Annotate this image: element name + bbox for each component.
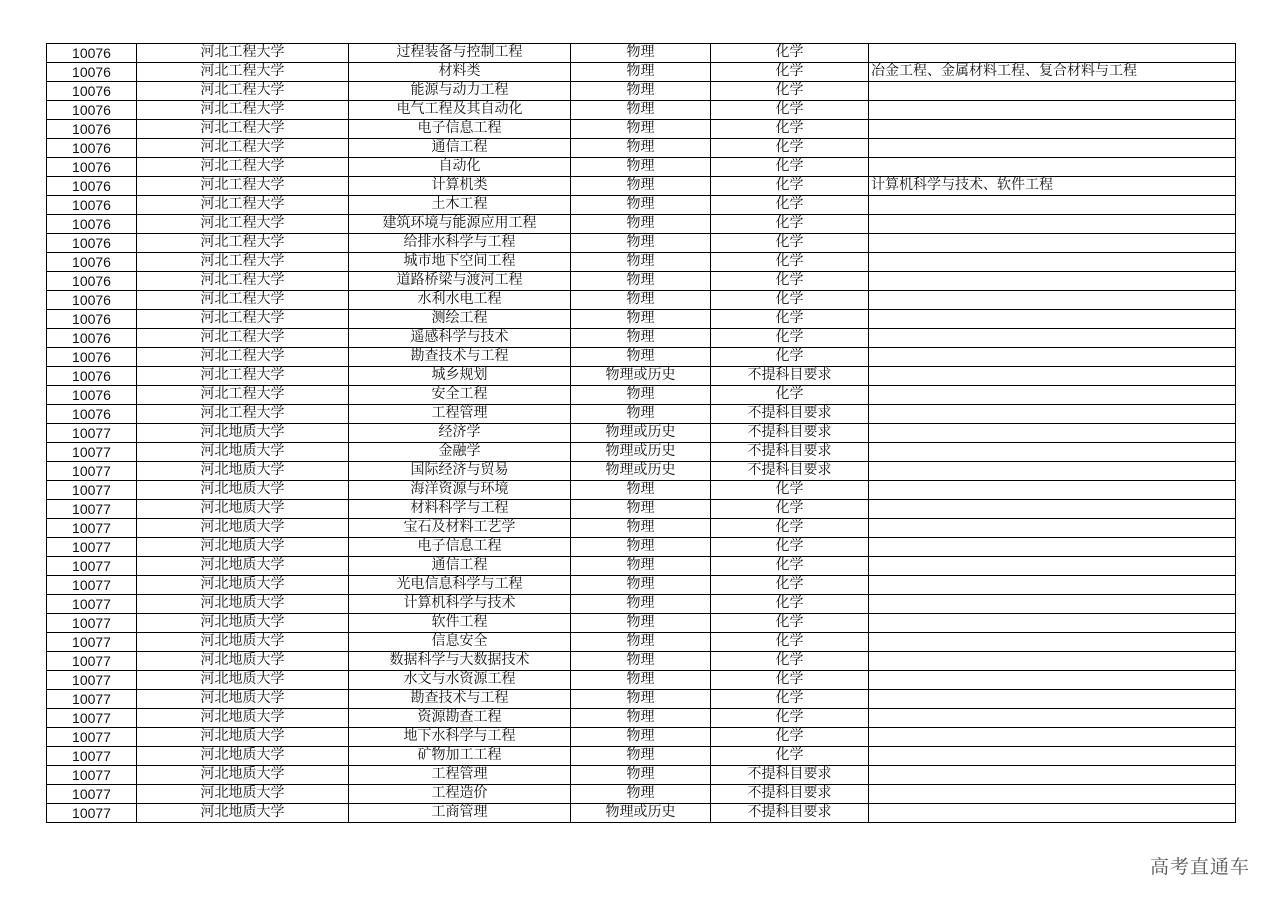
- secondary-subject-cell: 化学: [711, 671, 869, 690]
- secondary-subject-cell: 化学: [711, 120, 869, 139]
- school-name-cell: 河北工程大学: [137, 196, 349, 215]
- secondary-subject-cell: 化学: [711, 633, 869, 652]
- school-code-cell: 10076: [47, 272, 137, 291]
- school-name-cell: 河北地质大学: [137, 785, 349, 804]
- school-name-cell: 河北工程大学: [137, 405, 349, 424]
- table-row: [47, 595, 1236, 614]
- school-code-cell: 10076: [47, 253, 137, 272]
- primary-subject-cell: 物理: [571, 120, 711, 139]
- included-majors-cell: [869, 443, 1236, 462]
- included-majors-cell: [869, 158, 1236, 177]
- school-code-cell: 10077: [47, 633, 137, 652]
- school-name-cell: 河北地质大学: [137, 690, 349, 709]
- primary-subject-cell: 物理: [571, 139, 711, 158]
- included-majors-cell: [869, 728, 1236, 747]
- major-name-cell: 资源勘查工程: [349, 709, 571, 728]
- subject-requirements-table: [46, 43, 1236, 823]
- included-majors-cell: [869, 253, 1236, 272]
- major-name-cell: 遥感科学与技术: [349, 329, 571, 348]
- school-name-cell: 河北工程大学: [137, 44, 349, 63]
- school-name-cell: 河北地质大学: [137, 728, 349, 747]
- table-row: [47, 253, 1236, 272]
- table-row: [47, 614, 1236, 633]
- secondary-subject-cell: 化学: [711, 386, 869, 405]
- watermark-text: 高考直通车: [1149, 856, 1250, 878]
- major-name-cell: 建筑环境与能源应用工程: [349, 215, 571, 234]
- primary-subject-cell: 物理: [571, 595, 711, 614]
- school-code-cell: 10076: [47, 44, 137, 63]
- primary-subject-cell: 物理: [571, 557, 711, 576]
- primary-subject-cell: 物理: [571, 614, 711, 633]
- included-majors-cell: [869, 215, 1236, 234]
- school-name-cell: 河北工程大学: [137, 120, 349, 139]
- included-majors-cell: [869, 386, 1236, 405]
- table-row: [47, 196, 1236, 215]
- included-majors-cell: [869, 44, 1236, 63]
- table-row: [47, 766, 1236, 785]
- school-code-cell: 10076: [47, 348, 137, 367]
- school-code-cell: 10076: [47, 120, 137, 139]
- school-code-cell: 10077: [47, 462, 137, 481]
- major-name-cell: 光电信息科学与工程: [349, 576, 571, 595]
- school-code-cell: 10076: [47, 177, 137, 196]
- school-name-cell: 河北工程大学: [137, 234, 349, 253]
- secondary-subject-cell: 化学: [711, 557, 869, 576]
- school-code-cell: 10077: [47, 690, 137, 709]
- secondary-subject-cell: 不提科目要求: [711, 785, 869, 804]
- school-code-cell: 10077: [47, 557, 137, 576]
- primary-subject-cell: 物理: [571, 709, 711, 728]
- secondary-subject-cell: 化学: [711, 272, 869, 291]
- school-name-cell: 河北地质大学: [137, 538, 349, 557]
- table-row: [47, 120, 1236, 139]
- table-row: [47, 310, 1236, 329]
- table-row: [47, 519, 1236, 538]
- major-name-cell: 电子信息工程: [349, 120, 571, 139]
- school-name-cell: 河北工程大学: [137, 253, 349, 272]
- included-majors-cell: [869, 766, 1236, 785]
- primary-subject-cell: 物理: [571, 728, 711, 747]
- school-name-cell: 河北地质大学: [137, 481, 349, 500]
- school-name-cell: 河北工程大学: [137, 215, 349, 234]
- major-name-cell: 测绘工程: [349, 310, 571, 329]
- table-row: [47, 671, 1236, 690]
- included-majors-cell: [869, 747, 1236, 766]
- secondary-subject-cell: 化学: [711, 614, 869, 633]
- major-name-cell: 软件工程: [349, 614, 571, 633]
- school-name-cell: 河北地质大学: [137, 462, 349, 481]
- table-row: [47, 367, 1236, 386]
- included-majors-cell: [869, 139, 1236, 158]
- school-code-cell: 10077: [47, 424, 137, 443]
- secondary-subject-cell: 化学: [711, 44, 869, 63]
- primary-subject-cell: 物理: [571, 158, 711, 177]
- school-code-cell: 10076: [47, 215, 137, 234]
- major-name-cell: 工程管理: [349, 766, 571, 785]
- primary-subject-cell: 物理: [571, 82, 711, 101]
- primary-subject-cell: 物理: [571, 386, 711, 405]
- school-code-cell: 10077: [47, 804, 137, 823]
- school-code-cell: 10076: [47, 367, 137, 386]
- school-code-cell: 10077: [47, 671, 137, 690]
- major-name-cell: 安全工程: [349, 386, 571, 405]
- school-name-cell: 河北工程大学: [137, 386, 349, 405]
- primary-subject-cell: 物理: [571, 44, 711, 63]
- primary-subject-cell: 物理: [571, 690, 711, 709]
- major-name-cell: 给排水科学与工程: [349, 234, 571, 253]
- major-name-cell: 材料科学与工程: [349, 500, 571, 519]
- major-name-cell: 矿物加工工程: [349, 747, 571, 766]
- secondary-subject-cell: 化学: [711, 177, 869, 196]
- major-name-cell: 地下水科学与工程: [349, 728, 571, 747]
- school-code-cell: 10076: [47, 101, 137, 120]
- included-majors-cell: [869, 234, 1236, 253]
- primary-subject-cell: 物理: [571, 272, 711, 291]
- school-name-cell: 河北地质大学: [137, 500, 349, 519]
- secondary-subject-cell: 化学: [711, 690, 869, 709]
- primary-subject-cell: 物理: [571, 63, 711, 82]
- primary-subject-cell: 物理: [571, 177, 711, 196]
- secondary-subject-cell: 不提科目要求: [711, 804, 869, 823]
- secondary-subject-cell: 化学: [711, 538, 869, 557]
- major-name-cell: 电子信息工程: [349, 538, 571, 557]
- school-name-cell: 河北地质大学: [137, 671, 349, 690]
- major-name-cell: 通信工程: [349, 557, 571, 576]
- included-majors-cell: 冶金工程、金属材料工程、复合材料与工程: [869, 63, 1236, 82]
- table-row: [47, 576, 1236, 595]
- secondary-subject-cell: 化学: [711, 329, 869, 348]
- primary-subject-cell: 物理或历史: [571, 462, 711, 481]
- school-name-cell: 河北工程大学: [137, 329, 349, 348]
- secondary-subject-cell: 化学: [711, 348, 869, 367]
- included-majors-cell: [869, 671, 1236, 690]
- secondary-subject-cell: 化学: [711, 652, 869, 671]
- table-row: [47, 139, 1236, 158]
- included-majors-cell: [869, 310, 1236, 329]
- school-code-cell: 10077: [47, 538, 137, 557]
- major-name-cell: 计算机科学与技术: [349, 595, 571, 614]
- major-name-cell: 工程造价: [349, 785, 571, 804]
- included-majors-cell: [869, 652, 1236, 671]
- primary-subject-cell: 物理: [571, 329, 711, 348]
- secondary-subject-cell: 化学: [711, 253, 869, 272]
- school-name-cell: 河北工程大学: [137, 158, 349, 177]
- primary-subject-cell: 物理或历史: [571, 424, 711, 443]
- included-majors-cell: [869, 348, 1236, 367]
- primary-subject-cell: 物理或历史: [571, 804, 711, 823]
- primary-subject-cell: 物理: [571, 652, 711, 671]
- secondary-subject-cell: 化学: [711, 728, 869, 747]
- primary-subject-cell: 物理: [571, 196, 711, 215]
- table-row: [47, 557, 1236, 576]
- school-code-cell: 10076: [47, 63, 137, 82]
- secondary-subject-cell: 化学: [711, 196, 869, 215]
- table-row: [47, 348, 1236, 367]
- primary-subject-cell: 物理: [571, 253, 711, 272]
- major-name-cell: 过程装备与控制工程: [349, 44, 571, 63]
- major-name-cell: 道路桥梁与渡河工程: [349, 272, 571, 291]
- school-code-cell: 10076: [47, 139, 137, 158]
- included-majors-cell: [869, 196, 1236, 215]
- table-row: [47, 728, 1236, 747]
- table-row: [47, 386, 1236, 405]
- included-majors-cell: [869, 272, 1236, 291]
- school-code-cell: 10076: [47, 329, 137, 348]
- school-code-cell: 10076: [47, 234, 137, 253]
- major-name-cell: 宝石及材料工艺学: [349, 519, 571, 538]
- secondary-subject-cell: 化学: [711, 709, 869, 728]
- secondary-subject-cell: 化学: [711, 576, 869, 595]
- primary-subject-cell: 物理: [571, 785, 711, 804]
- school-code-cell: 10077: [47, 766, 137, 785]
- primary-subject-cell: 物理: [571, 405, 711, 424]
- table-row: [47, 329, 1236, 348]
- included-majors-cell: [869, 405, 1236, 424]
- secondary-subject-cell: 化学: [711, 500, 869, 519]
- major-name-cell: 城市地下空间工程: [349, 253, 571, 272]
- school-code-cell: 10077: [47, 785, 137, 804]
- major-name-cell: 自动化: [349, 158, 571, 177]
- major-name-cell: 勘查技术与工程: [349, 690, 571, 709]
- school-name-cell: 河北工程大学: [137, 272, 349, 291]
- school-name-cell: 河北工程大学: [137, 310, 349, 329]
- table-row: [47, 747, 1236, 766]
- school-name-cell: 河北工程大学: [137, 63, 349, 82]
- major-name-cell: 国际经济与贸易: [349, 462, 571, 481]
- included-majors-cell: [869, 367, 1236, 386]
- included-majors-cell: [869, 424, 1236, 443]
- included-majors-cell: [869, 633, 1236, 652]
- primary-subject-cell: 物理: [571, 291, 711, 310]
- table-row: [47, 538, 1236, 557]
- included-majors-cell: [869, 690, 1236, 709]
- school-name-cell: 河北工程大学: [137, 101, 349, 120]
- table-row: [47, 481, 1236, 500]
- major-name-cell: 数据科学与大数据技术: [349, 652, 571, 671]
- included-majors-cell: [869, 329, 1236, 348]
- primary-subject-cell: 物理: [571, 671, 711, 690]
- school-code-cell: 10077: [47, 481, 137, 500]
- school-code-cell: 10077: [47, 728, 137, 747]
- secondary-subject-cell: 化学: [711, 234, 869, 253]
- table-row: [47, 101, 1236, 120]
- included-majors-cell: [869, 576, 1236, 595]
- primary-subject-cell: 物理或历史: [571, 443, 711, 462]
- primary-subject-cell: 物理: [571, 348, 711, 367]
- secondary-subject-cell: 不提科目要求: [711, 443, 869, 462]
- secondary-subject-cell: 化学: [711, 215, 869, 234]
- table-row: [47, 785, 1236, 804]
- school-code-cell: 10077: [47, 500, 137, 519]
- included-majors-cell: [869, 519, 1236, 538]
- school-code-cell: 10076: [47, 291, 137, 310]
- primary-subject-cell: 物理: [571, 101, 711, 120]
- school-name-cell: 河北工程大学: [137, 291, 349, 310]
- school-code-cell: 10077: [47, 443, 137, 462]
- included-majors-cell: [869, 595, 1236, 614]
- included-majors-cell: [869, 614, 1236, 633]
- school-name-cell: 河北地质大学: [137, 709, 349, 728]
- primary-subject-cell: 物理: [571, 500, 711, 519]
- table-row: [47, 500, 1236, 519]
- table-row: [47, 82, 1236, 101]
- primary-subject-cell: 物理: [571, 234, 711, 253]
- table-body: [47, 44, 1236, 823]
- included-majors-cell: [869, 709, 1236, 728]
- major-name-cell: 工商管理: [349, 804, 571, 823]
- primary-subject-cell: 物理: [571, 747, 711, 766]
- major-name-cell: 能源与动力工程: [349, 82, 571, 101]
- primary-subject-cell: 物理: [571, 215, 711, 234]
- secondary-subject-cell: 不提科目要求: [711, 405, 869, 424]
- table-row: [47, 44, 1236, 63]
- secondary-subject-cell: 化学: [711, 747, 869, 766]
- table-row: [47, 63, 1236, 82]
- secondary-subject-cell: 不提科目要求: [711, 424, 869, 443]
- included-majors-cell: [869, 82, 1236, 101]
- primary-subject-cell: 物理或历史: [571, 367, 711, 386]
- included-majors-cell: [869, 462, 1236, 481]
- school-code-cell: 10077: [47, 652, 137, 671]
- major-name-cell: 通信工程: [349, 139, 571, 158]
- school-code-cell: 10076: [47, 310, 137, 329]
- school-code-cell: 10076: [47, 82, 137, 101]
- school-name-cell: 河北工程大学: [137, 348, 349, 367]
- included-majors-cell: [869, 481, 1236, 500]
- included-majors-cell: [869, 101, 1236, 120]
- primary-subject-cell: 物理: [571, 766, 711, 785]
- included-majors-cell: [869, 804, 1236, 823]
- table-row: [47, 291, 1236, 310]
- primary-subject-cell: 物理: [571, 633, 711, 652]
- table-row: [47, 272, 1236, 291]
- primary-subject-cell: 物理: [571, 310, 711, 329]
- table-row: [47, 177, 1236, 196]
- secondary-subject-cell: 化学: [711, 519, 869, 538]
- table-row: [47, 709, 1236, 728]
- major-name-cell: 经济学: [349, 424, 571, 443]
- school-code-cell: 10076: [47, 405, 137, 424]
- primary-subject-cell: 物理: [571, 481, 711, 500]
- table-row: [47, 234, 1236, 253]
- table-row: [47, 405, 1236, 424]
- school-name-cell: 河北地质大学: [137, 595, 349, 614]
- table-row: [47, 215, 1236, 234]
- table-row: [47, 804, 1236, 823]
- included-majors-cell: [869, 785, 1236, 804]
- secondary-subject-cell: 不提科目要求: [711, 462, 869, 481]
- school-code-cell: 10077: [47, 576, 137, 595]
- table-row: [47, 690, 1236, 709]
- major-name-cell: 土木工程: [349, 196, 571, 215]
- school-name-cell: 河北地质大学: [137, 519, 349, 538]
- table-row: [47, 424, 1236, 443]
- table-row: [47, 633, 1236, 652]
- table-row: [47, 652, 1236, 671]
- major-name-cell: 海洋资源与环境: [349, 481, 571, 500]
- table-row: [47, 462, 1236, 481]
- school-name-cell: 河北地质大学: [137, 747, 349, 766]
- secondary-subject-cell: 不提科目要求: [711, 766, 869, 785]
- school-name-cell: 河北工程大学: [137, 367, 349, 386]
- school-code-cell: 10077: [47, 595, 137, 614]
- secondary-subject-cell: 化学: [711, 82, 869, 101]
- school-name-cell: 河北地质大学: [137, 804, 349, 823]
- school-name-cell: 河北地质大学: [137, 424, 349, 443]
- major-name-cell: 勘查技术与工程: [349, 348, 571, 367]
- table-row: [47, 158, 1236, 177]
- school-code-cell: 10077: [47, 519, 137, 538]
- primary-subject-cell: 物理: [571, 576, 711, 595]
- school-code-cell: 10077: [47, 614, 137, 633]
- school-name-cell: 河北地质大学: [137, 766, 349, 785]
- school-code-cell: 10077: [47, 709, 137, 728]
- school-name-cell: 河北工程大学: [137, 139, 349, 158]
- major-name-cell: 金融学: [349, 443, 571, 462]
- included-majors-cell: [869, 538, 1236, 557]
- included-majors-cell: [869, 291, 1236, 310]
- included-majors-cell: 计算机科学与技术、软件工程: [869, 177, 1236, 196]
- secondary-subject-cell: 化学: [711, 291, 869, 310]
- secondary-subject-cell: 化学: [711, 63, 869, 82]
- school-name-cell: 河北地质大学: [137, 443, 349, 462]
- major-name-cell: 水文与水资源工程: [349, 671, 571, 690]
- included-majors-cell: [869, 557, 1236, 576]
- secondary-subject-cell: 化学: [711, 158, 869, 177]
- secondary-subject-cell: 化学: [711, 595, 869, 614]
- school-code-cell: 10076: [47, 158, 137, 177]
- school-code-cell: 10076: [47, 386, 137, 405]
- school-name-cell: 河北工程大学: [137, 177, 349, 196]
- primary-subject-cell: 物理: [571, 519, 711, 538]
- school-name-cell: 河北地质大学: [137, 557, 349, 576]
- major-name-cell: 电气工程及其自动化: [349, 101, 571, 120]
- school-name-cell: 河北工程大学: [137, 82, 349, 101]
- school-code-cell: 10076: [47, 196, 137, 215]
- school-name-cell: 河北地质大学: [137, 576, 349, 595]
- secondary-subject-cell: 不提科目要求: [711, 367, 869, 386]
- school-name-cell: 河北地质大学: [137, 652, 349, 671]
- secondary-subject-cell: 化学: [711, 481, 869, 500]
- school-name-cell: 河北地质大学: [137, 633, 349, 652]
- major-name-cell: 材料类: [349, 63, 571, 82]
- school-code-cell: 10077: [47, 747, 137, 766]
- table-row: [47, 443, 1236, 462]
- major-name-cell: 水利水电工程: [349, 291, 571, 310]
- school-name-cell: 河北地质大学: [137, 614, 349, 633]
- major-name-cell: 计算机类: [349, 177, 571, 196]
- secondary-subject-cell: 化学: [711, 139, 869, 158]
- included-majors-cell: [869, 500, 1236, 519]
- primary-subject-cell: 物理: [571, 538, 711, 557]
- major-name-cell: 工程管理: [349, 405, 571, 424]
- major-name-cell: 城乡规划: [349, 367, 571, 386]
- major-name-cell: 信息安全: [349, 633, 571, 652]
- secondary-subject-cell: 化学: [711, 101, 869, 120]
- included-majors-cell: [869, 120, 1236, 139]
- secondary-subject-cell: 化学: [711, 310, 869, 329]
